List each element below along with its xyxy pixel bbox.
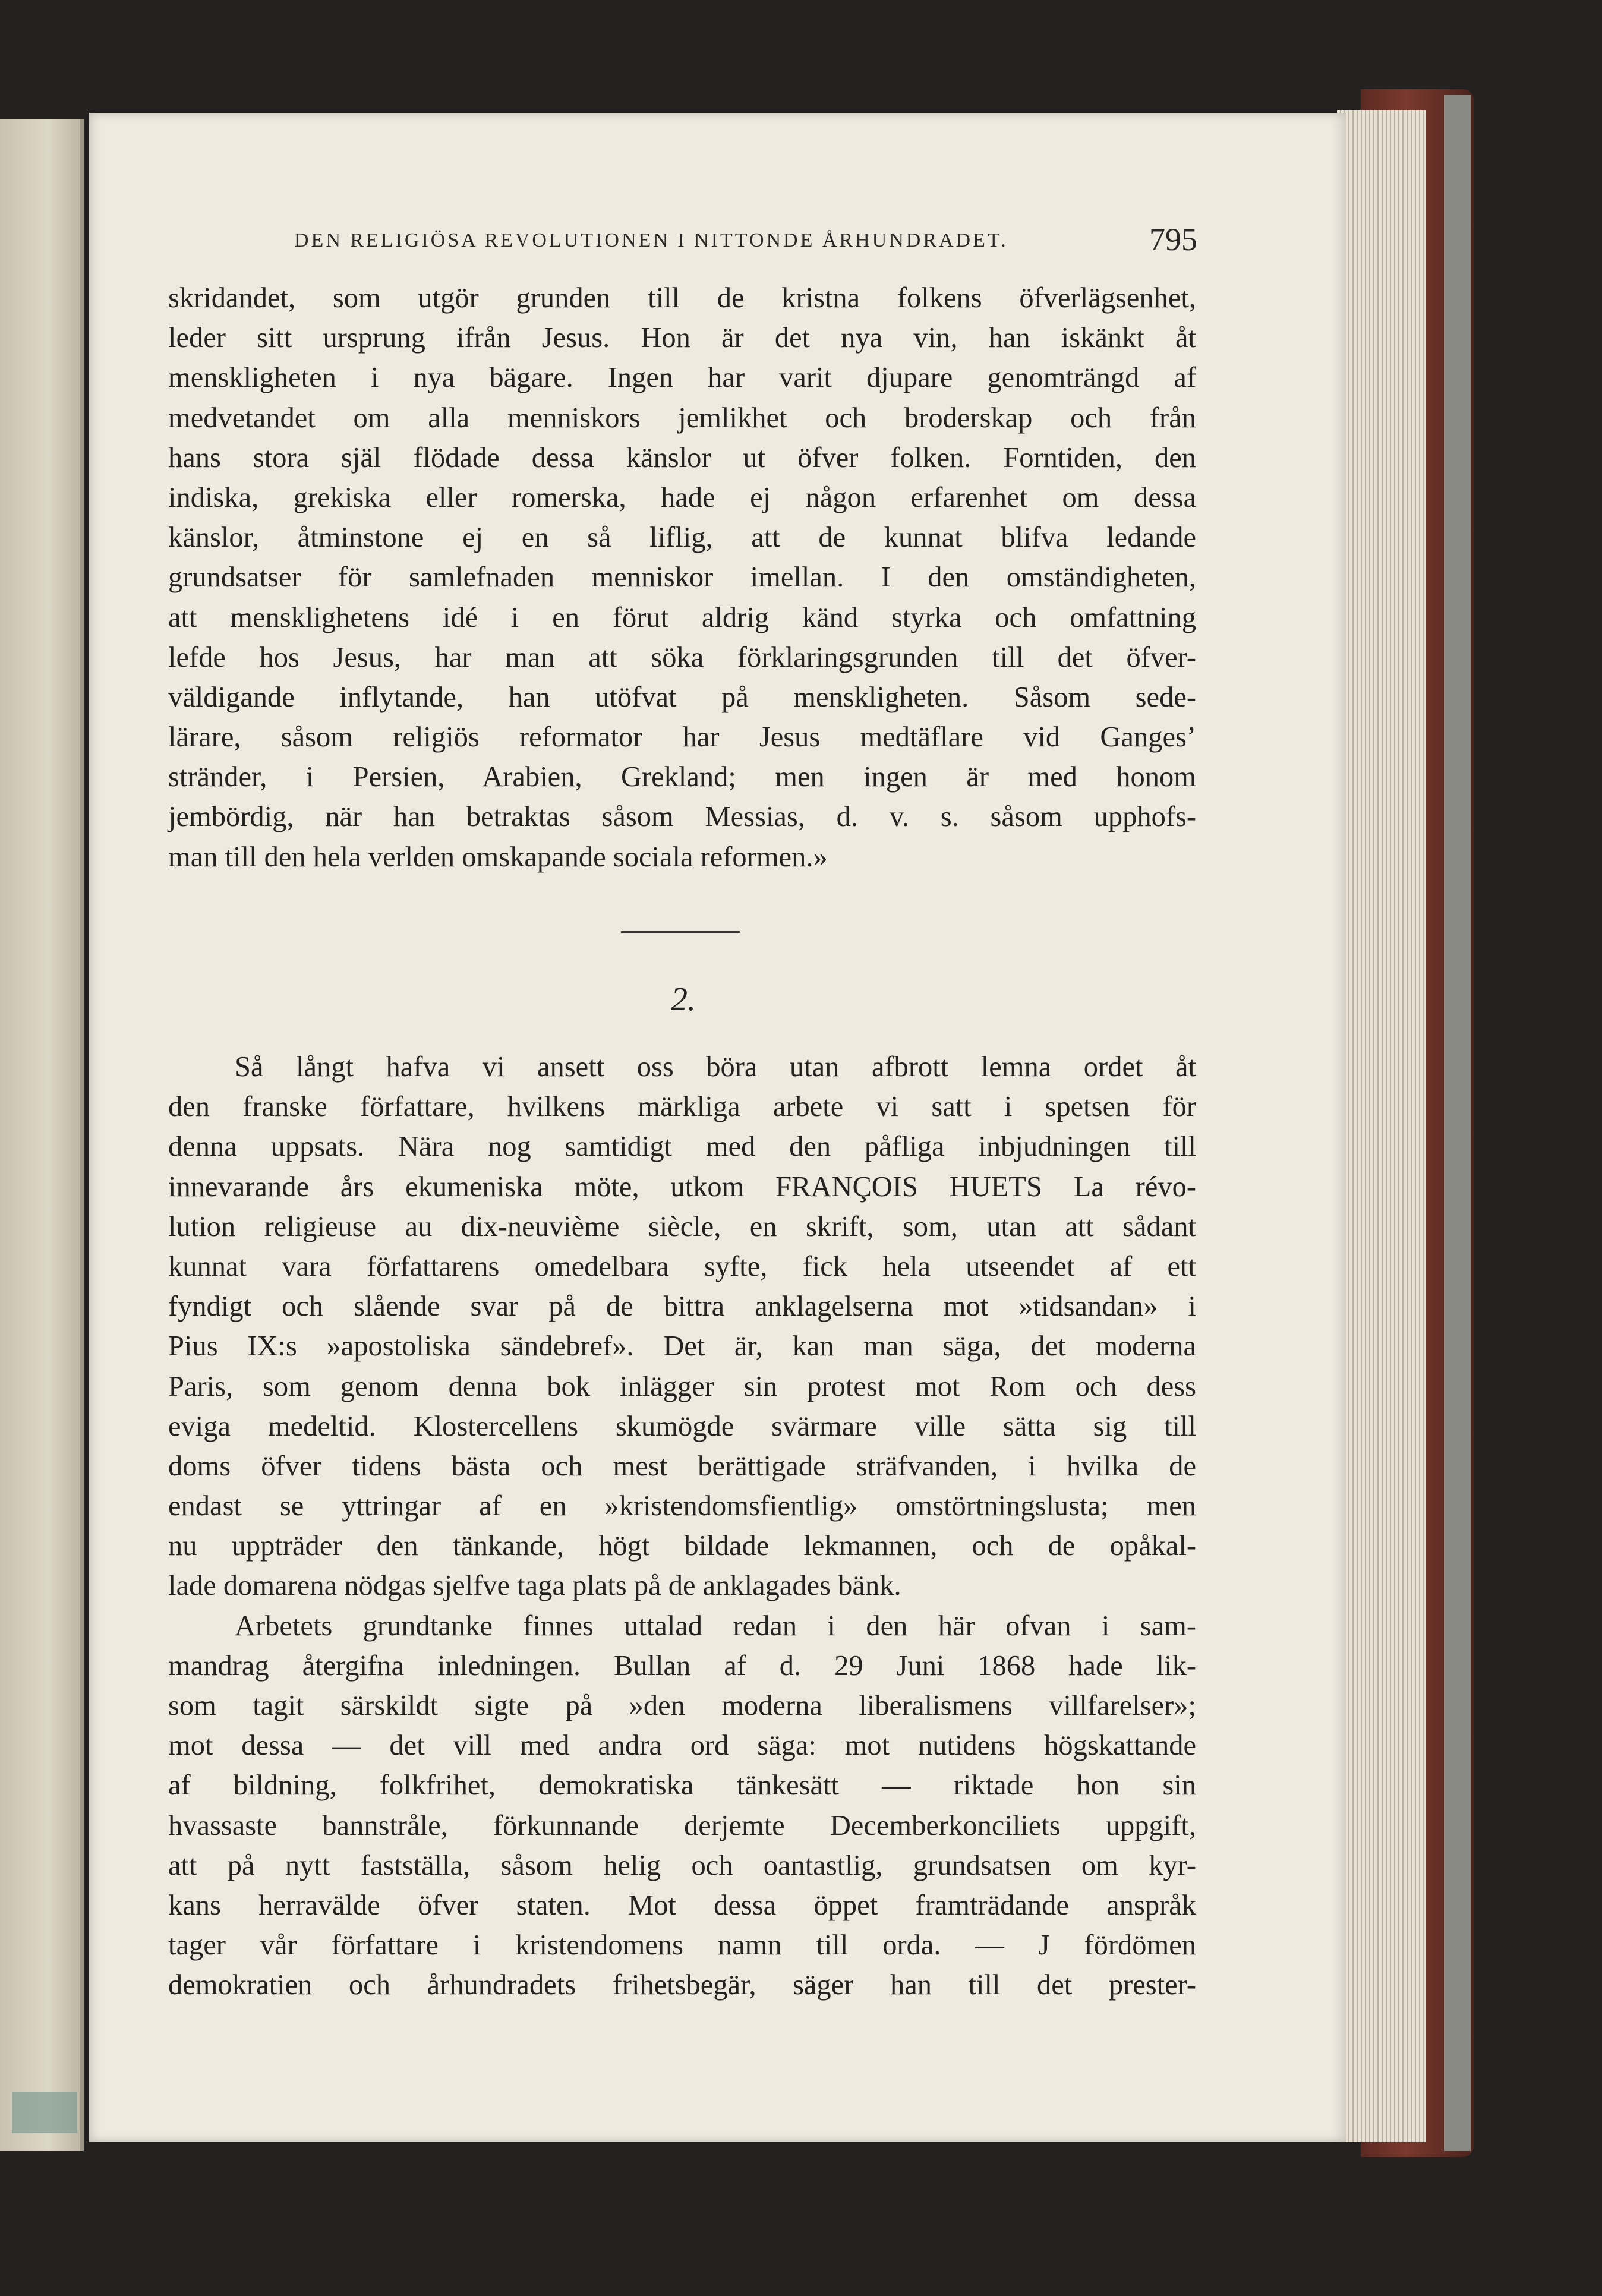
- text-line: man till den hela verlden omskapande sociala reformen.»: [168, 841, 828, 873]
- text-line: att mensklighetens idé i en förut aldrig känd styrka och omfattning: [168, 601, 1196, 633]
- section-divider: [621, 931, 740, 933]
- text-line: innevarande års ekumeniska möte, utkom FRANÇOIS HUETS La révo-: [168, 1171, 1196, 1203]
- text-line: grundsatser för samlefnaden menniskor imellan. I den omständigheten,: [168, 562, 1196, 594]
- text-line: lade domarena nödgas sjelfve taga plats på de anklagades bänk.: [168, 1570, 901, 1602]
- page-number: 795: [1149, 222, 1197, 257]
- text-line: hvassaste bannstråle, förkunnande derjemte Decemberkonciliets uppgift,: [168, 1809, 1196, 1841]
- text-line: af bildning, folkfrihet, demokratiska tänkesätt — riktade hon sin: [168, 1770, 1196, 1802]
- running-head: [294, 221, 1197, 263]
- text-line: indiska, grekiska eller romerska, hade ej någon erfarenhet om dessa: [168, 481, 1196, 513]
- text-line: kans herravälde öfver staten. Mot dessa öppet framträdande anspråk: [168, 1889, 1196, 1921]
- section-number: 2.: [671, 981, 696, 1018]
- text-line: Så långt hafva vi ansett oss böra utan afbrott lemna ordet åt: [235, 1051, 1196, 1083]
- text-line: som tagit särskildt sigte på »den moderna liberalismens villfarelser»;: [168, 1690, 1196, 1721]
- text-line: leder sitt ursprung ifrån Jesus. Hon är det nya vin, han iskänkt åt: [168, 322, 1196, 354]
- text-line: endast se yttringar af en »kristendomsfientlig» omstörtningslusta; men: [168, 1490, 1196, 1522]
- text-line: denna uppsats. Nära nog samtidigt med den påfliga inbjudningen till: [168, 1131, 1196, 1163]
- paragraph-continued: [168, 278, 1196, 877]
- text-line: den franske författare, hvilkens märkliga arbete vi satt i spetsen för: [168, 1091, 1196, 1123]
- text-line: väldigande inflytande, han utöfvat på menskligheten. Såsom sede-: [168, 681, 1196, 713]
- text-line: jembördig, när han betraktas såsom Messias, d. v. s. såsom upphofs-: [168, 801, 1196, 833]
- left-page-edge: [0, 119, 84, 2151]
- text-line: eviga medeltid. Klostercellens skumögde svärmare ville sätta sig till: [168, 1410, 1196, 1442]
- text-line: nu uppträder den tänkande, högt bildade lekmannen, och de opåkal-: [168, 1530, 1196, 1562]
- text-line: medvetandet om alla menniskors jemlikhet och broderskap och från: [168, 402, 1196, 434]
- text-line: att på nytt fastställa, såsom helig och oantastlig, grundsatsen om kyr-: [168, 1849, 1196, 1881]
- page-stack-edge: [1337, 110, 1426, 2142]
- text-line: hans stora själ flödade dessa känslor ut öfver folken. Forntiden, den: [168, 441, 1196, 474]
- text-line: fyndigt och slående svar på de bittra anklagelserna mot »tidsandan» i: [168, 1291, 1196, 1323]
- text-line: kunnat vara författarens omedelbara syfte, fick hela utseendet af ett: [168, 1250, 1196, 1282]
- binding-tape: [12, 2092, 77, 2133]
- text-line: lärare, såsom religiös reformator har Jesus medtäflare vid Ganges’: [168, 721, 1196, 753]
- text-line: lefde hos Jesus, har man att söka förklaringsgrunden till det öfver-: [168, 641, 1196, 673]
- text-line: stränder, i Persien, Arabien, Grekland; men ingen är med honom: [168, 761, 1196, 793]
- text-line: menskligheten i nya bägare. Ingen har varit djupare genomträngd af: [168, 362, 1196, 394]
- section-body: [168, 1047, 1196, 2005]
- text-line: lution religieuse au dix-neuvième siècle, en skrift, som, utan att sådant: [168, 1210, 1196, 1242]
- book-cover-edge: [1444, 95, 1471, 2151]
- text-line: demokratien och århundradets frihetsbegär, säger han till det prester-: [168, 1969, 1196, 2001]
- text-line: skridandet, som utgör grunden till de kristna folkens öfverlägsenhet,: [168, 282, 1196, 314]
- text-line: Pius IX:s »apostoliska sändebref». Det är, kan man säga, det moderna: [168, 1330, 1196, 1363]
- text-line: tager vår författare i kristendomens namn till orda. — J fördömen: [168, 1929, 1196, 1961]
- text-line: Paris, som genom denna bok inlägger sin protest mot Rom och dess: [168, 1370, 1196, 1402]
- text-line: Arbetets grundtanke finnes uttalad redan i den här ofvan i sam-: [235, 1610, 1196, 1642]
- text-line: doms öfver tidens bästa och mest berättigade sträfvanden, i hvilka de: [168, 1450, 1196, 1482]
- text-line: mandrag återgifna inledningen. Bullan af d. 29 Juni 1868 hade lik-: [168, 1650, 1196, 1682]
- text-line: känslor, åtminstone ej en så liflig, att de kunnat blifva ledande: [168, 522, 1196, 554]
- running-head-title: DEN RELIGIÖSA REVOLUTIONEN I NITTONDE ÅRHUNDRADET.: [294, 229, 1008, 251]
- text-line: mot dessa — det vill med andra ord säga: mot nutidens högskattande: [168, 1730, 1196, 1762]
